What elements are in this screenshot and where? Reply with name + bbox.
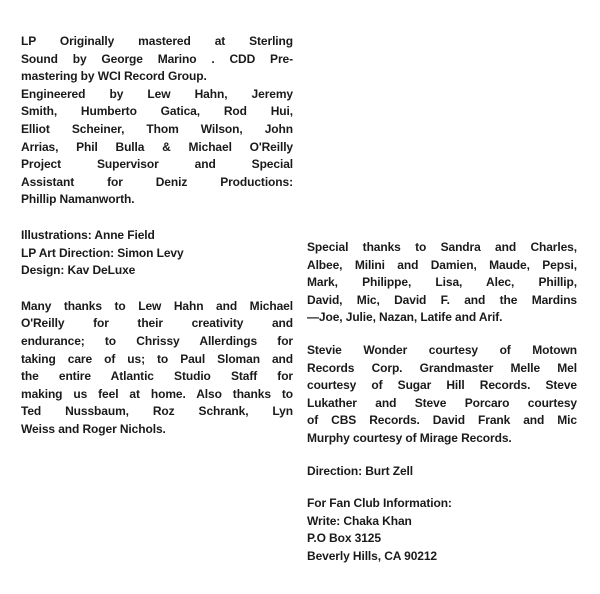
special-thanks: [307, 239, 577, 327]
text-line: Write: Chaka Khan: [307, 513, 412, 528]
text-line: P.O Box 3125: [307, 531, 381, 546]
text-line: Murphy courtesy of Mirage Records.: [307, 430, 512, 445]
text-line: endurance; to Chrissy Allerdings for: [21, 333, 293, 348]
text-line: Records Corp. Grandmaster Melle Mel: [307, 360, 577, 375]
text-line: Design: Kav DeLuxe: [21, 263, 136, 278]
text-line: mastering by WCI Record Group.: [21, 69, 207, 84]
text-line: Project Supervisor and Special: [21, 157, 293, 172]
text-line: —Joe, Julie, Nazan, Latife and Arif.: [307, 310, 503, 325]
art-credits: [21, 227, 293, 280]
text-line: taking care of us; to Paul Sloman and: [21, 351, 293, 366]
text-line: Elliot Scheiner, Thom Wilson, John: [21, 121, 293, 136]
text-line: Many thanks to Lew Hahn and Michael: [21, 298, 293, 313]
text-line: Ted Nussbaum, Roz Schrank, Lyn: [21, 404, 293, 419]
text-line: Beverly Hills, CA 90212: [307, 548, 437, 563]
text-line: Stevie Wonder courtesy of Motown: [307, 342, 577, 357]
spacer: [307, 480, 577, 495]
text-line: Assistant for Deniz Productions:: [21, 174, 293, 189]
text-line: courtesy of Sugar Hill Records. Steve: [307, 378, 577, 393]
courtesy-credits: [307, 342, 577, 448]
text-line: Arrias, Phil Bulla & Michael O'Reilly: [21, 139, 293, 154]
right-column: [307, 239, 577, 566]
text-line: Lukather and Steve Porcaro courtesy: [307, 395, 577, 410]
text-line: Engineered by Lew Hahn, Jeremy: [21, 86, 293, 101]
text-line: the entire Atlantic Studio Staff for: [21, 369, 293, 384]
text-line: Phillip Namanworth.: [21, 192, 135, 207]
spacer: [307, 448, 577, 463]
text-line: For Fan Club Information:: [307, 496, 452, 511]
text-line: Sound by George Marino . CDD Pre-: [21, 51, 293, 66]
text-line: of CBS Records. David Frank and Mic: [307, 413, 577, 428]
text-line: O'Reilly for their creativity and: [21, 316, 293, 331]
text-line: Illustrations: Anne Field: [21, 227, 155, 242]
text-line: LP Originally mastered at Sterling: [21, 34, 293, 48]
text-line: making us feel at home. Also thanks to: [21, 386, 293, 401]
spacer: [21, 209, 293, 227]
text-line: Albee, Milini and Damien, Maude, Pepsi,: [307, 257, 577, 272]
thanks-paragraph: [21, 298, 293, 439]
text-line: Special thanks to Sandra and Charles,: [307, 240, 577, 254]
direction-credit: [307, 463, 577, 481]
text-line: David, Mic, David F. and the Mardins: [307, 292, 577, 307]
text-line: Smith, Humberto Gatica, Rod Hui,: [21, 104, 293, 119]
fan-club-info: [307, 495, 577, 565]
left-column: [21, 33, 293, 438]
text-line: Mark, Philippe, Lisa, Alec, Phillip,: [307, 275, 577, 290]
spacer: [21, 280, 293, 298]
mastering-credits: [21, 33, 293, 209]
text-line: LP Art Direction: Simon Levy: [21, 245, 184, 260]
text-line: Weiss and Roger Nichols.: [21, 421, 166, 436]
text-line: Direction: Burt Zell: [307, 463, 414, 478]
spacer: [307, 327, 577, 342]
